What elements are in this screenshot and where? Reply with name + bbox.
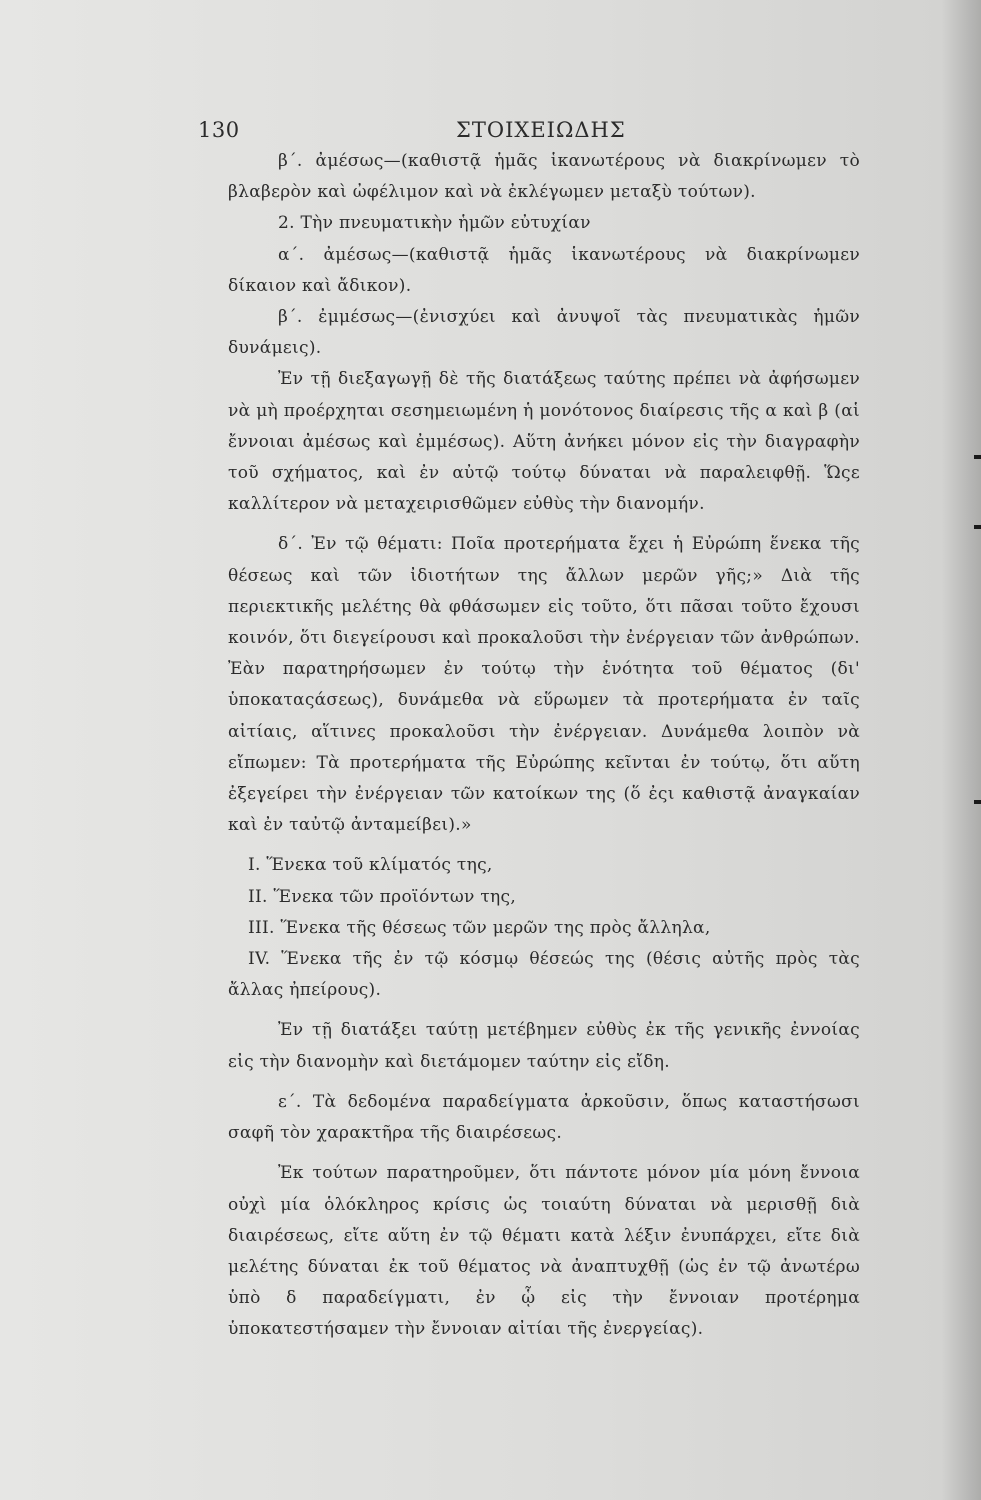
page-number: 130 <box>198 118 240 142</box>
paragraph: α΄. ἀμέσως—(καθιστᾷ ἡμᾶς ἱκανωτέρους νὰ διακρίνωμεν δίκαιον καὶ ἄδικον). <box>228 244 860 296</box>
edge-ink-mark <box>974 800 981 804</box>
paragraph: Ἐκ τούτων παρατηροῦμεν, ὅτι πάντοτε μόνον μία μόνη ἔννοια οὐχὶ μία ὁλόκληρος κρίσις ὡς τοιαύτη δύναται νὰ μερισθῇ διὰ διαιρέσεως, εἴτε αὕτη ἐν τῷ θέματι κατὰ λέξιν ἐνυπάρχει, εἴτε διὰ μελέτης δύναται ἐκ τοῦ θέματος νὰ ἀναπτυχθῇ (ὡς ἐν τῷ ἀνωτέρω ὑπὸ δ παραδείγματι, ἐν ᾧ εἰς τὴν ἔννοιαν προτέρημα ὑποκατεστήσαμεν τὴν ἔννοιαν αἰτίαι τῆς ἐνεργείας). <box>228 1163 860 1340</box>
list-item: II. Ἕνεκα τῶν προϊόντων της, <box>248 886 517 907</box>
paragraph: Ἐν τῇ διατάξει ταύτῃ μετέβημεν εὐθὺς ἐκ τῆς γενικῆς ἐννοίας εἰς τὴν διανομὴν καὶ διετάμομεν ταύτην εἰς εἴδη. <box>228 1020 860 1072</box>
edge-ink-mark <box>974 455 981 459</box>
paragraph: ε΄. Τὰ δεδομένα παραδείγματα ἀρκοῦσιν, ὅπως καταστήσωσι σαφῆ τὸν χαρακτῆρα τῆς διαιρέσεως. <box>228 1091 860 1144</box>
page-edge-shadow <box>941 0 981 1500</box>
paragraph: Ἐν τῇ διεξαγωγῇ δὲ τῆς διατάξεως ταύτης πρέπει νὰ ἀφήσωμεν νὰ μὴ προέρχηται σεσημειωμένη ἡ μονότονος διαίρεσις τῆς α καὶ β (αἱ ἔννοιαι ἀμέσως καὶ ἐμμέσως). Αὕτη ἀνήκει μόνον εἰς τὴν διαγραφὴν τοῦ σχήματος, καὶ ἐν αὐτῷ τούτῳ δύναται νὰ παραλειφθῇ. Ὥςε καλλίτερον νὰ μεταχειρισθῶμεν εὐθὺς τὴν διανομήν. <box>228 369 860 515</box>
list-item: I. Ἕνεκα τοῦ κλίματός της, <box>248 855 493 876</box>
paragraph: δ΄. Ἐν τῷ θέματι: Ποῖα προτερήματα ἔχει ἡ Εὐρώπη ἕνεκα τῆς θέσεως καὶ τῶν ἰδιοτήτων της ἄλλων μερῶν γῆς;» Διὰ τῆς περιεκτικῆς μελέτης θὰ φθάσωμεν εἰς τοῦτο, ὅτι πᾶσαι τοῦτο ἔχουσι κοινόν, ὅτι διεγείρουσι καὶ προκαλοῦσι τὴν ἐνέργειαν τῶν ἀνθρώπων. Ἐὰν παρατηρήσωμεν ἐν τούτῳ τὴν ἑνότητα τοῦ θέματος (δι' ὑποκαταςάσεως), δυνάμεθα νὰ εὕρωμεν τὰ προτερήματα ἐν ταῖς αἰτίαις, αἵτινες προκαλοῦσι τὴν ἐνέργειαν. Δυνάμεθα λοιπὸν νὰ εἴπωμεν: Τὰ προτερήματα τῆς Εὐρώπης κεῖνται ἐν τούτῳ, ὅτι αὕτη ἐξεγείρει τὴν ἐνέργειαν τῶν κατοίκων της (ὅ ἐςι καθιστᾷ ἀναγκαίαν καὶ ἐν ταὐτῷ ἀνταμείβει).» <box>228 534 860 836</box>
paragraph: β΄. ἐμμέσως—(ἐνισχύει καὶ ἀνυψοῖ τὰς πνευματικὰς ἡμῶν δυνάμεις). <box>228 307 860 359</box>
edge-ink-mark <box>974 525 981 529</box>
paragraph: 2. Τὴν πνευματικὴν ἡμῶν εὐτυχίαν <box>278 213 591 234</box>
body-text <box>228 146 860 1346</box>
paragraph: β΄. ἀμέσως—(καθιστᾷ ἡμᾶς ἱκανωτέρους νὰ διακρίνωμεν τὸ βλαβερὸν καὶ ὠφέλιμον καὶ νὰ ἐκλέγωμεν μεταξὺ τούτων). <box>228 151 860 203</box>
page-header <box>198 118 856 148</box>
list-item: IV. Ἕνεκα τῆς ἐν τῷ κόσμῳ θέσεώς της (θέσις αὐτῆς πρὸς τὰς ἄλλας ἠπείρους). <box>228 949 860 1001</box>
running-head: ΣΤΟΙΧΕΙΩΔΗΣ <box>456 118 626 142</box>
list-item: III. Ἕνεκα τῆς θέσεως τῶν μερῶν της πρὸς ἄλληλα, <box>248 917 711 938</box>
